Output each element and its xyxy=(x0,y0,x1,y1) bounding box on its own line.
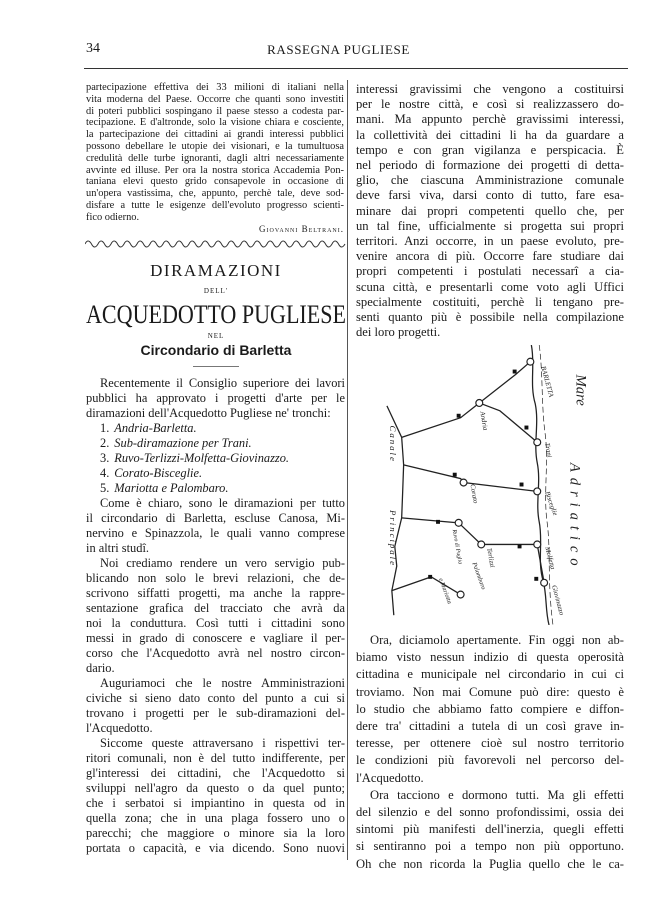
author-signature: Giovanni Beltrani. xyxy=(258,224,344,234)
list-item xyxy=(86,451,345,466)
branch-barletta xyxy=(479,362,530,403)
paragraph-line: il circondario di Barletta, escluse Canosa, Mi- xyxy=(86,511,345,525)
list-number: 5. xyxy=(100,481,110,495)
article-subtitle: Circondario di Barletta xyxy=(140,342,292,358)
paragraph-line: Recentemente il Consiglio superiore dei lavori xyxy=(100,376,345,390)
list-item xyxy=(86,481,345,496)
paragraph-line: corso che l'Acquedotto avrà nel nostro circon- xyxy=(86,646,345,660)
paragraph-line: territori. Anzi occorre, in un paese evoluto, pre- xyxy=(356,234,624,249)
text-line: un'opera vastissima, che, appunto, perchè tale, deve sod- xyxy=(86,188,344,200)
map-label-mare: Mare xyxy=(572,374,589,406)
right-column-top xyxy=(356,82,624,340)
branch-ruvo xyxy=(402,518,538,545)
paragraph-line: parecchi; che maggiore o minore sia la loro xyxy=(86,826,345,840)
paragraph-line: mani. Ma appunto perchè gravissimi interessi, xyxy=(356,112,624,127)
aqueduct-map xyxy=(360,345,630,625)
left-column-body xyxy=(86,376,345,856)
paragraph-line: in altri studî. xyxy=(86,541,149,555)
list-text: Mariotta e Palombaro. xyxy=(114,481,229,495)
paragraph-line: sentazione grafica del tracciato che avrà da xyxy=(86,601,345,615)
branch-mariotta xyxy=(392,577,461,595)
map-label-molfetta: Molfetta xyxy=(543,546,556,571)
text-line: avvinte ed illuse. Per ora la nostra storica Accademia Pon- xyxy=(86,164,344,176)
text-line: possono debellare le utopie dei visionari, e la tumultuosa xyxy=(86,140,344,152)
text-line: disfare a tutte le esigenze dell'evoluto progresso scienti- xyxy=(86,199,344,211)
paragraph-line: interessi gravissimi che vengono a costituirsi xyxy=(356,82,624,96)
list-number: 1. xyxy=(100,421,110,435)
paragraph-line: lo studio che abbiamo fatto compiere e diffon- xyxy=(356,701,624,716)
paragraph-line: quella zona; che in una plaga fossero uno o xyxy=(86,811,345,825)
paragraph-line: sintomi più manifesti dell'inerzia, quegli effetti xyxy=(356,822,624,837)
title-diramazioni: DIRAMAZIONI xyxy=(150,261,282,280)
map-label-giovinazzo: Giovinazzo xyxy=(550,584,565,617)
right-column-bottom xyxy=(356,632,624,873)
list-text: Ruvo-Terlizzi-Molfetta-Giovinazzo. xyxy=(114,451,290,465)
map-label-trani: Trani xyxy=(543,442,553,459)
paragraph-line: l'Acquedotto. xyxy=(86,721,153,735)
paragraph-line: Auguriamoci che le nostre Amministrazioni xyxy=(100,676,345,690)
paragraph-line: messi in grado di conoscere e vagliare il per- xyxy=(86,631,345,645)
paragraph-line: sviluppi nell'agro da questo o da quel punto; xyxy=(86,781,345,795)
paragraph-line: biamo visto nessun indizio di questa operosità xyxy=(356,650,624,665)
text-line: la partecipazione dei cittadini ai grandi interessi pubblici xyxy=(86,129,344,141)
branch-andria xyxy=(402,403,480,437)
paragraph-line: Siccome queste attraversano i rispettivi ter- xyxy=(100,736,345,750)
map-label-barletta: BARLETTA xyxy=(539,365,555,398)
paragraph-line: tempo e con gran vigilanza e perspicacia. È xyxy=(356,142,624,157)
paragraph-line: cittadina e municipale nel circondario in cui ci xyxy=(356,667,624,682)
page-number: 34 xyxy=(86,41,100,56)
paragraph-line: Ora tacciono e dormono tutti. Ma gli effetti xyxy=(370,787,624,802)
map-label-terlizzi: Terlizzi xyxy=(485,547,496,569)
paragraph-line: per le nostre città, e così si realizzassero do- xyxy=(356,97,624,112)
paragraph-line: l'Acquedotto. xyxy=(356,770,424,785)
list-item xyxy=(86,421,345,436)
ornamental-divider xyxy=(85,238,347,250)
paragraph-line: civiche si sieno dato conto del punto a cui si xyxy=(86,691,345,705)
paragraph-line: gl'interessi dei cittadini, che l'Acquedotto si xyxy=(86,766,345,780)
list-text: Corato-Bisceglie. xyxy=(114,466,203,480)
map-label-canale: Canale xyxy=(387,425,398,463)
text-line: credulità delle turbe ignoranti, dagli altri necessariamente xyxy=(86,152,344,164)
paragraph-line: senti quanto più è possibile nella compilazione xyxy=(356,310,624,325)
paragraph-line: dere tra' cittadini a tutela di un così grave in- xyxy=(356,719,624,734)
text-line: taniana elevi questo grido consapevole in occasione di xyxy=(86,176,344,188)
text-line: tecipazione. E d'altronde, solo la visione chiara e cosciente, xyxy=(86,117,344,129)
previous-article-ending xyxy=(86,82,344,224)
paragraph-line: specialmente costituiti, perchè li tengano pre- xyxy=(356,294,624,309)
paragraph-line: la collettività dei cittadini li ha da guardare a xyxy=(356,127,624,142)
title-dell: DELL' xyxy=(203,287,229,295)
paragraph-line: propri competenti i postulati necessarî a cia- xyxy=(356,264,624,279)
map-label-bisceglie: Bisceglie xyxy=(543,490,559,517)
paragraph-line: scrivono siffatti progetti, ma anche la rappre- xyxy=(86,586,345,600)
list-number: 2. xyxy=(100,436,110,450)
paragraph-line: troviamo. Non mai Comune può dire: questo è xyxy=(356,684,624,699)
paragraph-line: del silenzio e del sonno profondissimi, ossia dei xyxy=(356,805,624,820)
paragraph-line: minare dai propri competenti quello che, per xyxy=(356,203,624,218)
paragraph-line: che i serbatoi si impiantino in questa od in xyxy=(86,796,345,810)
column-divider xyxy=(347,80,348,860)
text-line: partecipazione effettiva dei 33 milioni di italiani nella xyxy=(86,82,344,93)
paragraph-line: dei loro progetti. xyxy=(356,325,441,340)
paragraph-line: noi la conduttura. Così tutti i cittadini sono xyxy=(86,616,345,630)
map-label-corato: Corato xyxy=(468,483,479,505)
paragraph-line: si sentiranno poi a tempo non più opportuno. xyxy=(356,839,624,854)
list-item xyxy=(86,466,345,481)
text-line: vita moderna del Paese. Occorre che quanti sono investiti xyxy=(86,93,344,105)
title-nel: NEL xyxy=(207,332,225,340)
paragraph-line: glio, che ciascuna Amministrazione comunale xyxy=(356,173,624,188)
map-label-adriatico: Adriatico xyxy=(566,462,583,572)
paragraph-line: ritori comunali, non è del tutto indifferente, per xyxy=(86,751,345,765)
paragraph-line: deve farsi viva, darsi conto di tutto, fare esa- xyxy=(356,188,624,203)
header-rule xyxy=(84,68,628,69)
list-text: Sub-diramazione per Trani. xyxy=(114,436,252,450)
paragraph-line: nel periodo di formazione dei progetti di detta- xyxy=(356,158,624,173)
map-label-palombaro: Palombaro xyxy=(470,561,487,591)
paragraph-line: nervino e Spinazzola, le quali vanno comprese xyxy=(86,526,345,540)
map-label-andria: Andria xyxy=(478,410,489,431)
list-number: 3. xyxy=(100,451,110,465)
paragraph-line: dario. xyxy=(86,661,115,675)
text-line: di poteri pubblici sospingano il paese stesso a codesta par- xyxy=(86,105,344,117)
paragraph-line: Come è chiaro, sono le diramazioni per tutto xyxy=(100,496,345,510)
paragraph-line: blicando non solo le brevi relazioni, che de- xyxy=(86,571,345,585)
paragraph-line: teresse, per ottenere cioè sul nostro territorio xyxy=(356,736,624,751)
paragraph-line: Ora, diciamolo apertamente. Fin oggi non ab- xyxy=(370,633,624,647)
title-rule xyxy=(193,366,239,367)
paragraph-line: Noi crediamo rendere un vero servigio pub- xyxy=(100,556,345,570)
paragraph-line: Oh che non ricorda la Puglia quello che le ca- xyxy=(356,856,624,871)
paragraph-line: un tal fine, ufficialmente si progetta sui propri xyxy=(356,218,624,233)
list-number: 4. xyxy=(100,466,110,480)
paragraph-line: venire ancora di più. Occorre fare studiare dai xyxy=(356,249,624,264)
paragraph-line: le condizioni più favorevoli nel percorso del- xyxy=(356,753,624,768)
paragraph-line: pubblici ha approvato i progetti d'arte per le xyxy=(86,391,345,405)
map-label-mariotta: e Mariotta xyxy=(437,577,453,605)
running-title: RASSEGNA PUGLIESE xyxy=(267,42,410,57)
article-title: ACQUEDOTTO PUGLIESE xyxy=(86,300,346,329)
list-item xyxy=(86,436,345,451)
paragraph-line: scuna città, e presentarli come voto agli Uffici xyxy=(356,279,624,294)
list-text: Andria-Barletta. xyxy=(114,421,197,435)
paragraph-line: diramazioni dell'Acquedotto Pugliese ne' tronchi: xyxy=(86,406,331,420)
map-label-principale: Principale xyxy=(387,510,398,567)
paragraph-line: portata o capacità, e via dicendo. Sono nuovi xyxy=(86,841,345,855)
text-line: fico odierno. xyxy=(86,211,140,223)
map-label-ruvo: Ruvo di Puglia xyxy=(450,529,463,565)
paragraph-line: trovano i progetti per le sub-diramazioni del- xyxy=(86,706,345,720)
